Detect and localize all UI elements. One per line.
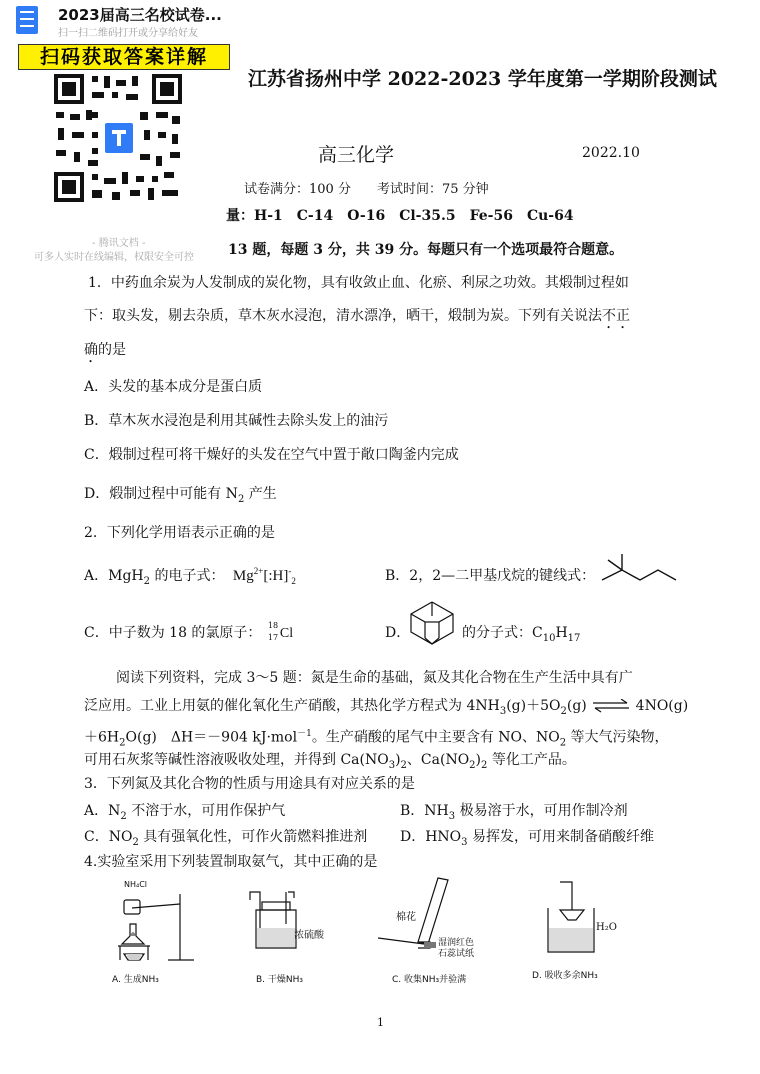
q3-option-c: C．$NO_2$ 具有强氧化性，可作火箭燃料推进剂	[84, 829, 368, 848]
q1-stem-line1: 1．中药血余炭为人发制成的炭化物，具有收敛止血、化瘀、利尿之功效。其煅制过程如	[88, 275, 629, 291]
q1-option-c: C．煅制过程可将干燥好的头发在空气中置于敞口陶釜内完成	[84, 447, 459, 463]
fig-a-label: NH₄Cl	[124, 880, 148, 889]
reading-line4: 可用石灰浆等碱性溶液吸收处理，并得到 $Ca(NO_3)_2$、$Ca(NO_2)_2$ 等化工产品。	[84, 752, 576, 771]
q1-stem-line2: 下：取头发，剔去杂质，草木灰水浸泡，清水漂净，晒干，煅制为炭。下列有关说法不正	[84, 308, 630, 324]
reading-line1: 阅读下列资料，完成 3～5 题：氮是生命的基础，氮及其化合物在生产生活中具有广	[116, 670, 633, 686]
exam-meta: 试卷满分：100 分 考试时间：75 分钟	[244, 182, 489, 197]
fig-b-label: 浓硫酸	[294, 930, 324, 941]
page-number: 1	[377, 1016, 384, 1029]
qr-caption: - 腾讯文档 -	[92, 238, 146, 249]
q4-stem: 4.实验室采用下列装置制取氨气，其中正确的是	[84, 854, 378, 870]
q3-option-d: D．$HNO_3$ 易挥发，可用来制备硝酸纤维	[400, 829, 654, 848]
fig-c-label-cotton: 棉花	[396, 912, 416, 923]
fig-c-caption: C. 收集NH₃并验满	[392, 975, 467, 985]
q1-option-d: D．煅制过程中可能有 $N_2$ 产生	[84, 486, 277, 505]
q1-stem-line3: 确的是	[84, 342, 126, 358]
fig-d-label: H₂O	[596, 922, 617, 933]
apparatus-b	[246, 884, 356, 984]
fig-d-caption: D. 吸收多余NH₃	[532, 971, 598, 981]
q2-option-c: C．中子数为 18 的氯原子： 18 17 Cl	[84, 621, 294, 642]
q2-option-d-formula: 的分子式：$C_{10}H_{17}$	[462, 625, 581, 644]
qr-caption-detail: 可多人实时在线编辑，权限安全可控	[34, 252, 194, 263]
atomic-masses: 量：H-1 C-14 O-16 Cl-35.5 Fe-56 Cu-64	[226, 208, 574, 224]
fig-a-caption: A. 生成NH₃	[112, 975, 159, 985]
fig-b-caption: B. 干燥NH₃	[256, 975, 304, 985]
q3-option-a: A．$N_2$ 不溶于水，可用作保护气	[84, 803, 286, 822]
q3-option-b: B．$NH_3$ 极易溶于水，可用作制冷剂	[400, 803, 628, 822]
apparatus-d	[532, 880, 642, 984]
adamantane-structure	[405, 600, 459, 646]
dimethylpentane-skeletal-formula	[600, 552, 680, 588]
answer-banner: 扫码获取答案详解	[18, 44, 230, 70]
qr-code-icon[interactable]	[52, 72, 184, 204]
reading-line2: 泛应用。工业上用氨的催化氧化生产硝酸，其热化学方程式为 $4NH_3(g)+5O_2(g)$ 4NO(g)	[84, 698, 689, 717]
q2-stem: 2．下列化学用语表示正确的是	[84, 525, 275, 541]
apparatus-c	[378, 874, 498, 984]
q2-option-d: D．	[385, 625, 411, 641]
section-heading: 13 题，每题 3 分，共 39 分。每题只有一个选项最符合题意。	[228, 242, 624, 258]
gas-washing-bottle-icon	[246, 884, 306, 954]
absorption-beaker-icon	[532, 880, 602, 960]
q3-stem: 3．下列氮及其化合物的性质与用途具有对应关系的是	[84, 776, 415, 792]
reading-line3: $+6H_2O(g)$ ΔH＝－904 kJ·mol$^{-1}$。生产硝酸的尾气中主要含有 NO、$NO_2$ 等大气污染物，	[84, 729, 669, 749]
doc-title[interactable]: 2023届高三名校试卷...	[58, 6, 222, 24]
exam-subject: 高三化学	[318, 144, 395, 166]
exam-title: 江苏省扬州中学 2022-2023 学年度第一学期阶段测试	[248, 68, 717, 90]
q1-option-a: A．头发的基本成分是蛋白质	[84, 379, 263, 395]
doc-subtitle: 扫一扫二维码打开或分享给好友	[58, 28, 198, 39]
q2-option-b: B．2，2—二甲基戊烷的键线式：	[385, 568, 596, 584]
equilibrium-arrow-icon	[591, 699, 631, 713]
q2-option-a: A．MgH$_2$ 的电子式： $Mg^{2+}[:H]^-_2$	[84, 566, 296, 587]
q1-option-b: B．草木灰水浸泡是利用其碱性去除头发上的油污	[84, 413, 389, 429]
apparatus-a	[110, 874, 200, 984]
exam-date: 2022.10	[582, 145, 640, 161]
fig-c-label-paper: 湿润红色 石蕊试纸	[438, 938, 475, 959]
doc-icon	[16, 6, 38, 34]
